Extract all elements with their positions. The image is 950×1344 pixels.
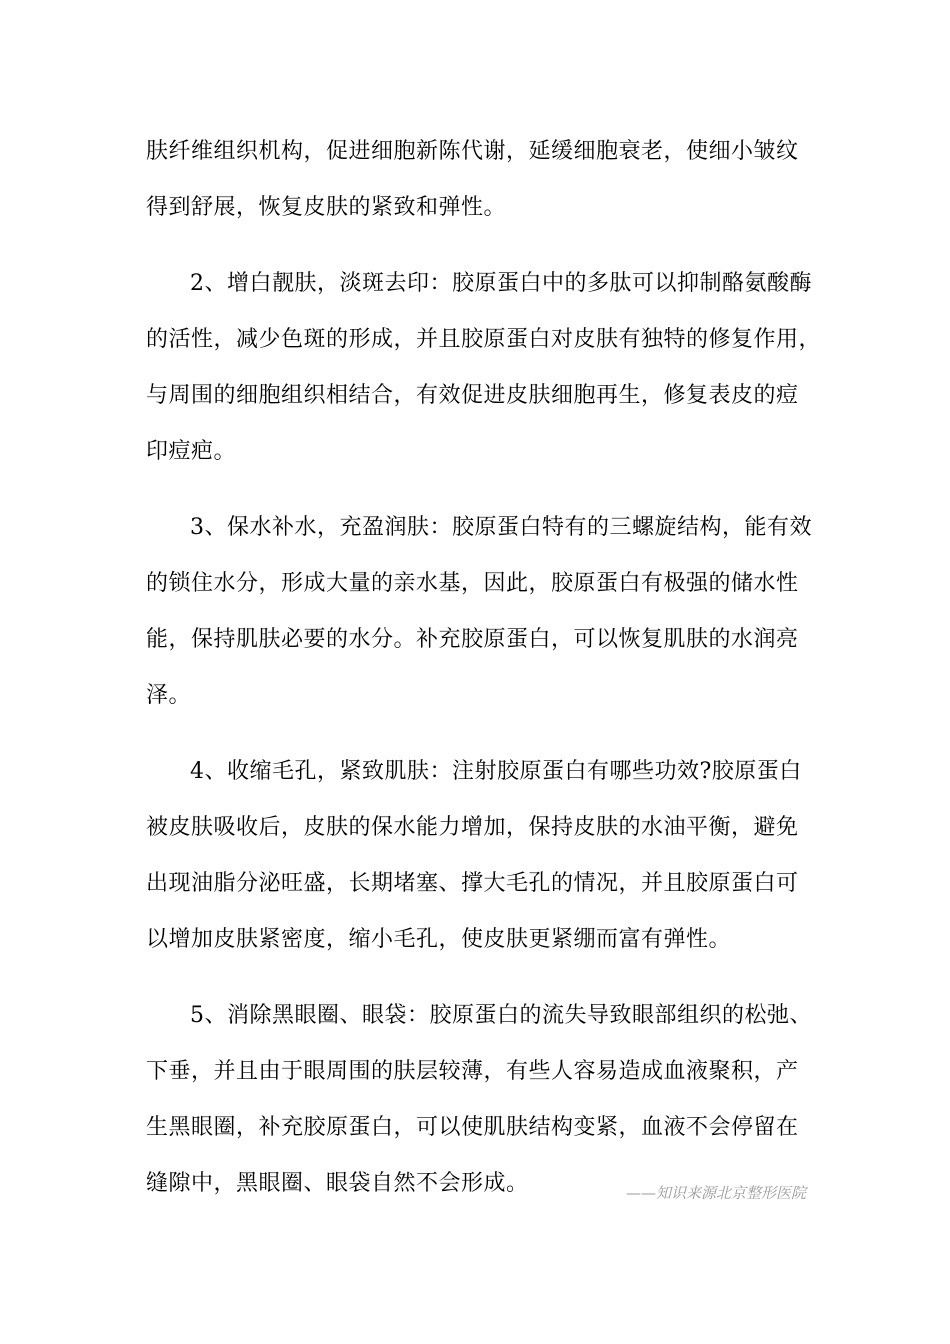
paragraph-line: 5、消除黑眼圈、眼袋：胶原蛋白的流失导致眼部组织的松弛、: [190, 1003, 812, 1028]
paragraph-line: 的活性，减少色斑的形成，并且胶原蛋白对皮肤有独特的修复作用，: [146, 327, 822, 352]
paragraph-line: 的锁住水分，形成大量的亲水基，因此，胶原蛋白有极强的储水性: [146, 571, 799, 596]
paragraph-5-dark-circles: [146, 988, 812, 1212]
paragraph-line: 4、收缩毛孔，紧致肌肤：注射胶原蛋白有哪些功效?胶原蛋白: [190, 759, 802, 784]
paragraph-line: 肤纤维组织机构，促进细胞新陈代谢，延缓细胞衰老，使细小皱纹: [146, 139, 799, 164]
paragraph-4-pores: [146, 744, 806, 968]
paragraph-3-hydration: [146, 500, 812, 724]
source-attribution: ——知识来源北京整形医院: [625, 1184, 806, 1202]
paragraph-2-whitening: [146, 256, 822, 480]
paragraph-line: 泽。: [146, 683, 192, 708]
paragraph-line: 出现油脂分泌旺盛，长期堵塞、撑大毛孔的情况，并且胶原蛋白可: [146, 871, 799, 896]
document-body: [146, 124, 822, 1232]
paragraph-line: 被皮肤吸收后，皮肤的保水能力增加，保持皮肤的水油平衡，避免: [146, 815, 799, 840]
paragraph-line: 3、保水补水，充盈润肤：胶原蛋白特有的三螺旋结构，能有效: [190, 515, 812, 540]
paragraph-line: 2、增白靓肤，淡斑去印：胶原蛋白中的多肽可以抑制酪氨酸酶: [190, 271, 812, 296]
paragraph-line: 印痘疤。: [146, 439, 237, 464]
paragraph-line: 与周围的细胞组织相结合，有效促进皮肤细胞再生，修复表皮的痘: [146, 383, 799, 408]
paragraph-line: 能，保持肌肤必要的水分。补充胶原蛋白，可以恢复肌肤的水润亮: [146, 627, 799, 652]
paragraph-line: 缝隙中，黑眼圈、眼袋自然不会形成。: [146, 1171, 529, 1196]
paragraph-line: 生黑眼圈，补充胶原蛋白，可以使肌肤结构变紧，血液不会停留在: [146, 1115, 799, 1140]
paragraph-line: 得到舒展，恢复皮肤的紧致和弹性。: [146, 195, 507, 220]
paragraph-line: 下垂，并且由于眼周围的肤层较薄，有些人容易造成血液聚积，产: [146, 1059, 799, 1084]
paragraph-1-continuation: [146, 124, 806, 236]
paragraph-line: 以增加皮肤紧密度，缩小毛孔，使皮肤更紧绷而富有弹性。: [146, 927, 732, 952]
